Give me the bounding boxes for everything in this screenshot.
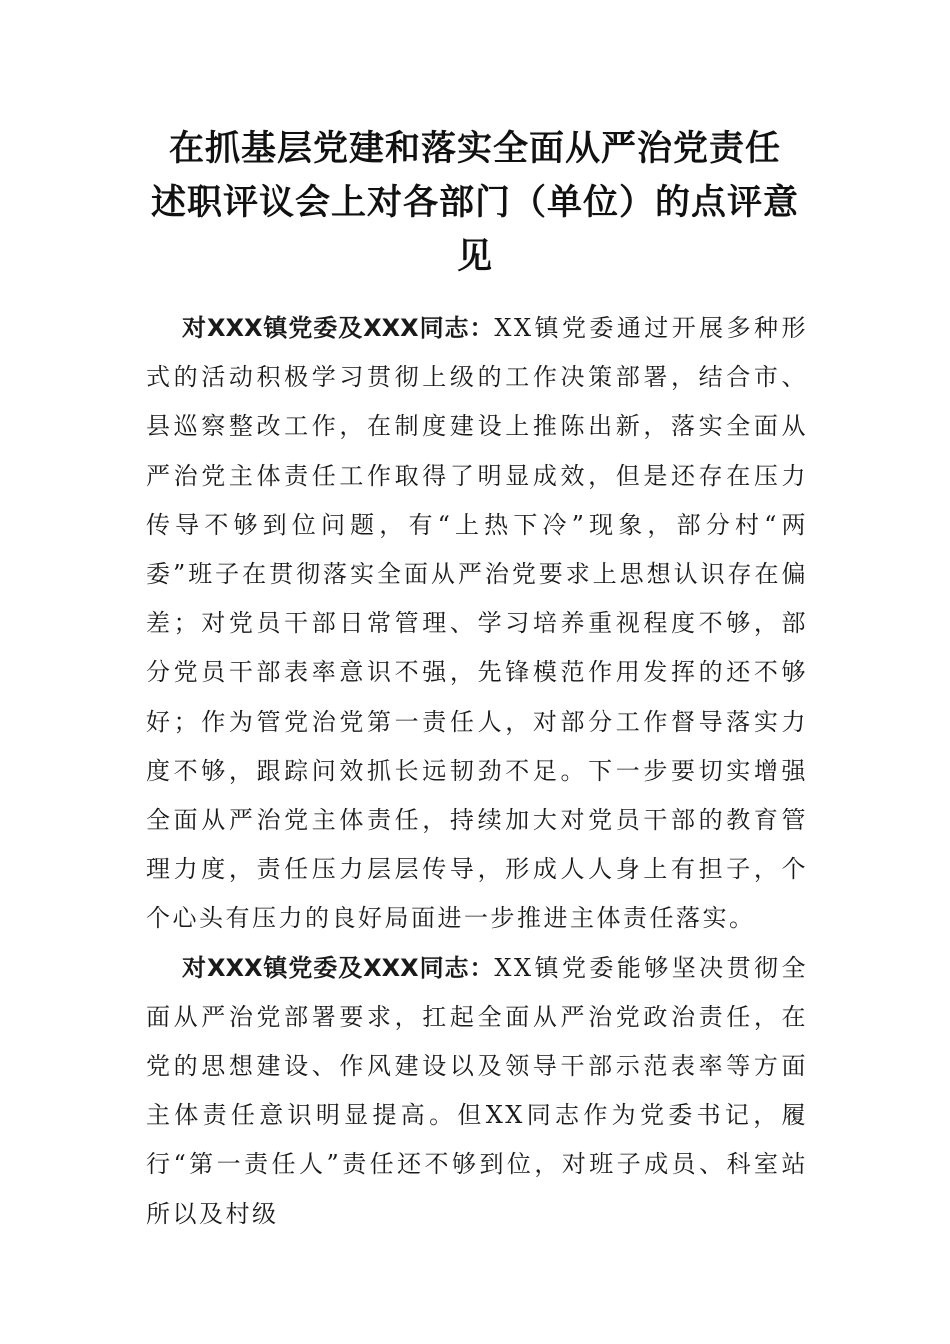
paragraph-text: XX镇党委通过开展多种形式的活动积极学习贯彻上级的工作决策部署，结合市、县巡察整改工作，在制度建设上推陈出新，落实全面从严治党主体责任工作取得了明显成效，但是还存在压力传导不够到位问题，有“上热下冷”现象，部分村“两委”班子在贯彻落实全面从严治党要求上思想认识存在偏差；对党员干部日常管理、学习培养重视程度不够，部分党员干部表率意识不强，先锋模范作用发挥的还不够好；作为管党治党第一责任人，对部分工作督导落实力度不够，跟踪问效抓长远韧劲不足。下一步要切实增强全面从严治党主体责任，持续加大对党员干部的教育管理力度，责任压力层层传导，形成人人身上有担子，个个心头有压力的良好局面进一步推进主体责任落实。 [146,314,808,933]
paragraph-lead: 对XXX镇党委及XXX同志： [182,953,495,982]
title-line: 述职评议会上对各部门（单位）的点评意 [150,183,799,223]
paragraph-lead: 对XXX镇党委及XXX同志： [182,314,495,342]
paragraph [146,944,808,1239]
document-body [146,304,808,1239]
document-title [140,122,810,284]
paragraph [146,304,808,944]
title-line: 见 [456,237,493,277]
title-line: 在抓基层党建和落实全面从严治党责任 [168,129,781,169]
paragraph-text: XX镇党委能够坚决贯彻全面从严治党部署要求，扛起全面从严治党政治责任，在党的思想建设、作风建设以及领导干部示范表率等方面主体责任意识明显提高。但XX同志作为党委书记，履行“第一责任人”责任还不够到位，对班子成员、科室站所以及村级 [146,953,808,1228]
